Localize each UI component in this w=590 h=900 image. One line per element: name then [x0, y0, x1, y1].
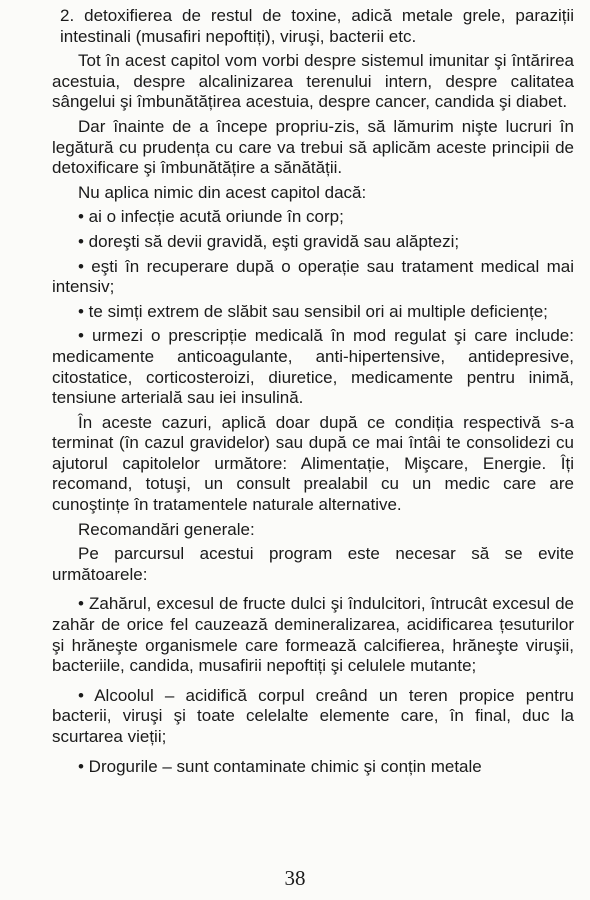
- list-item-weakness: • te simți extrem de slăbit sau sensibil ori ai multiple deficiențe;: [78, 301, 548, 321]
- paragraph-avoid-intro: Pe parcursul acestui program este necesar să se evite următoarele:: [52, 544, 574, 584]
- list-item-drugs: • Drogurile – sunt contaminate chimic şi conțin metale: [78, 756, 482, 776]
- list-item-pregnancy: • doreşti să devii gravidă, eşti gravidă sau alăptezi;: [78, 231, 460, 251]
- page-text: [52, 6, 574, 777]
- paragraph-chapter-intro: Tot în acest capitol vom vorbi despre sistemul imunitar şi întărirea acestuia, despre alcalinizarea terenului intern, despre calitatea sângelui şi îmbunătățirea acestuia, despre cancer, candida şi diabet.: [52, 51, 574, 112]
- list-item-infection: • ai o infecție acută oriunde în corp;: [78, 207, 344, 227]
- paragraph-warning-heading: Nu aplica nimic din acest capitol dacă:: [78, 182, 367, 202]
- list-item-prescription: • urmezi o prescripție medicală în mod regulat şi care include: medicamente anticoagulante, anti-hipertensive, antidepresive, citostatice, corticosteroizi, diuretice, medicamente pentru inimă, tensiune arterială sau iei insulină.: [52, 326, 574, 408]
- list-item-sugar: • Zahărul, excesul de fructe dulci şi îndulcitori, întrucât excesul de zahăr de orice fel cauzează demineralizarea, acidificarea țesuturilor şi hrăneşte organismele care formează calcifierea, hrăneşte viruşii, bacteriile, candida, musafirii nepoftiți şi celulele mutante;: [52, 594, 574, 676]
- page-number: 38: [284, 866, 306, 890]
- paragraph-detox-item-2: 2. detoxifierea de restul de toxine, adică metale grele, paraziții intestinali (musafiri nepoftiți), viruşi, bacterii etc.: [60, 6, 574, 46]
- list-item-alcohol: • Alcoolul – acidifică corpul creând un teren propice pentru bacterii, viruşi şi toate celelalte elemente care, în final, duc la scurtarea vieții;: [52, 685, 574, 746]
- paragraph-general-recommendations: Recomandări generale:: [78, 519, 255, 539]
- paragraph-prudence: Dar înainte de a începe propriu-zis, să lămurim nişte lucruri în legătură cu prudența cu care va trebui să aplicăm aceste principii de detoxificare şi îmbunătățire a sănătății.: [52, 116, 574, 178]
- list-item-recovery: • eşti în recuperare după o operație sau tratament medical mai intensiv;: [52, 256, 574, 297]
- paragraph-cases: În aceste cazuri, aplică doar după ce condiția respectivă s-a terminat (în cazul gravidelor) sau după ce mai întâi te consolidezi cu ajutorul capitolelor următore: Alimentație, Mişcare, Energie. Îți recomand, totuşi, un consult prealabil cu un medic care are cunoştințe în tratamentele naturale alternative.: [52, 412, 574, 515]
